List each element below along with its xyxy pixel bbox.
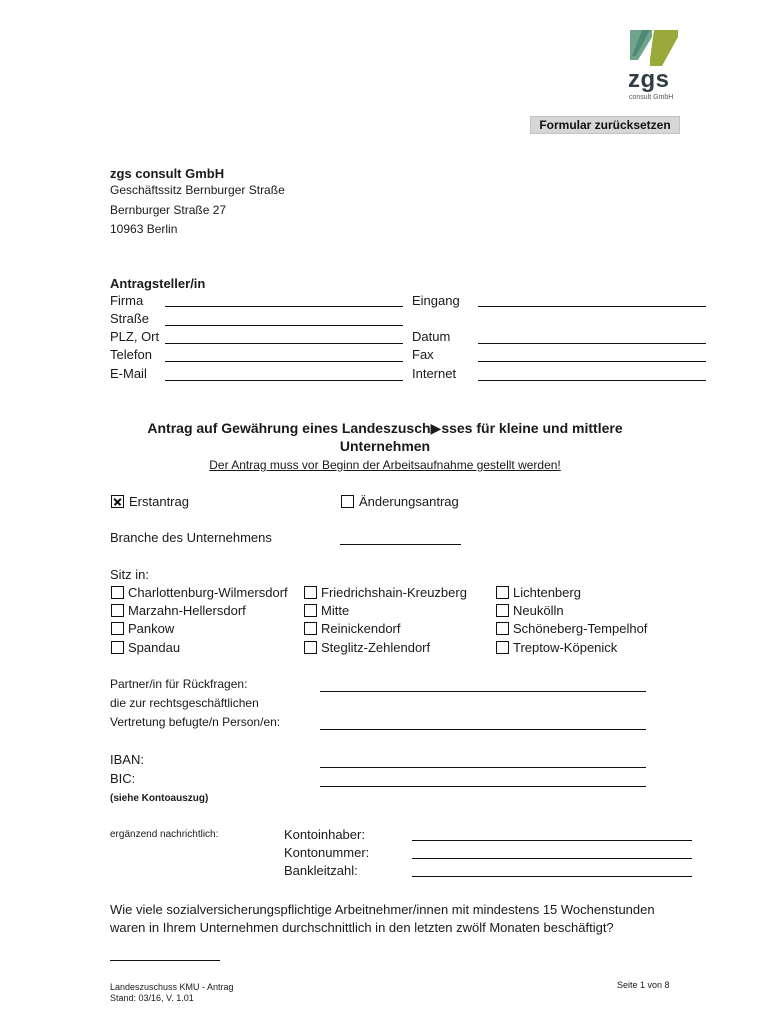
partner-label: Partner/in für Rückfragen: [110,677,248,691]
district-checkbox[interactable] [111,641,124,654]
internet-field[interactable] [478,380,706,381]
district-label: Charlottenburg-Wilmersdorf [128,585,288,600]
district-checkbox[interactable] [111,604,124,617]
district-checkbox[interactable] [496,586,509,599]
strasse-label: Straße [110,311,150,326]
form-title-line2: Unternehmen [339,438,431,454]
datum-field[interactable] [478,343,706,344]
district-label: Schöneberg-Tempelhof [513,621,648,636]
email-label: E-Mail [110,366,147,381]
applicant-heading: Antragsteller/in [110,276,206,291]
district-checkbox[interactable] [304,604,317,617]
representative-label-line2: Vertretung befugte/n Person/en: [110,715,281,729]
erstantrag-checkbox[interactable] [111,495,124,508]
district-checkbox[interactable] [496,604,509,617]
district-label: Mitte [321,603,350,618]
bank-statement-note: (siehe Kontoauszug) [110,793,209,804]
telefon-label: Telefon [110,347,152,362]
reset-form-button[interactable]: Formular zurücksetzen [530,116,680,134]
district-label: Marzahn-Hellersdorf [128,603,246,618]
district-label: Steglitz-Zehlendorf [321,640,431,655]
eingang-field[interactable] [478,306,706,307]
recipient-seat: Geschäftssitz Bernburger Straße [110,183,285,197]
district-checkbox[interactable] [496,622,509,635]
district-label: Reinickendorf [321,621,401,636]
bic-field[interactable] [320,786,646,787]
employee-question-line2: waren in Ihrem Unternehmen durchschnittlich in den letzten zwölf Monaten beschäftigt? [110,920,614,935]
district-checkbox[interactable] [304,622,317,635]
firma-field[interactable] [165,306,403,307]
aenderungsantrag-checkbox[interactable] [341,495,354,508]
account-number-field[interactable] [412,858,692,859]
district-label: Pankow [128,621,175,636]
sort-code-field[interactable] [412,876,692,877]
footer-divider [110,960,220,961]
fax-label: Fax [412,347,434,362]
branch-label: Branche des Unternehmens [110,530,272,545]
aenderungsantrag-label: Änderungsantrag [359,494,459,509]
supplementary-label: ergänzend nachrichtlich: [110,829,219,840]
seat-label: Sitz in: [110,567,150,582]
partner-field[interactable] [320,691,646,692]
zgs-logo-mark-icon [628,28,680,68]
recipient-company: zgs consult GmbH [110,166,225,181]
email-field[interactable] [165,380,403,381]
representative-field[interactable] [320,729,646,730]
logo-wordmark: zgs [628,66,670,93]
company-logo [624,28,684,104]
erstantrag-label: Erstantrag [129,494,189,509]
internet-label: Internet [412,366,457,381]
district-checkbox[interactable] [304,586,317,599]
recipient-city: 10963 Berlin [110,222,178,236]
sort-code-label: Bankleitzahl: [284,863,358,878]
district-checkbox[interactable] [304,641,317,654]
account-holder-label: Kontoinhaber: [284,827,365,842]
plz-ort-label: PLZ, Ort [110,329,160,344]
telefon-field[interactable] [165,361,403,362]
district-label: Treptow-Köpenick [513,640,618,655]
district-checkbox[interactable] [111,622,124,635]
footer-version: Stand: 03/16, V. 1.01 [110,993,194,1003]
employee-question-line1: Wie viele sozialversicherungspflichtige Arbeitnehmer/innen mit mindestens 15 Wochenstunden [110,902,655,917]
district-label: Neukölln [513,603,564,618]
bic-label: BIC: [110,771,136,786]
plz-ort-field[interactable] [165,343,403,344]
datum-label: Datum [412,329,451,344]
iban-label: IBAN: [110,752,144,767]
form-title-line1: Antrag auf Gewährung eines Landeszusch▶sses für kleine und mittlere [147,420,623,436]
strasse-field[interactable] [165,325,403,326]
form-subtitle: Der Antrag muss vor Beginn der Arbeitsaufnahme gestellt werden! [209,458,561,472]
firma-label: Firma [110,293,144,308]
recipient-street: Bernburger Straße 27 [110,203,227,217]
footer-page-number: Seite 1 von 8 [617,980,670,990]
branch-field[interactable] [340,544,461,545]
account-holder-field[interactable] [412,840,692,841]
fax-field[interactable] [478,361,706,362]
district-label: Friedrichshain-Kreuzberg [321,585,467,600]
iban-field[interactable] [320,767,646,768]
logo-subtext: consult GmbH [629,94,674,101]
representative-label-line1: die zur rechtsgeschäftlichen [110,696,259,710]
district-checkbox[interactable] [496,641,509,654]
account-number-label: Kontonummer: [284,845,370,860]
district-label: Lichtenberg [513,585,581,600]
footer-doc-name: Landeszuschuss KMU - Antrag [110,982,234,992]
eingang-label: Eingang [412,293,460,308]
district-label: Spandau [128,640,181,655]
district-checkbox[interactable] [111,586,124,599]
